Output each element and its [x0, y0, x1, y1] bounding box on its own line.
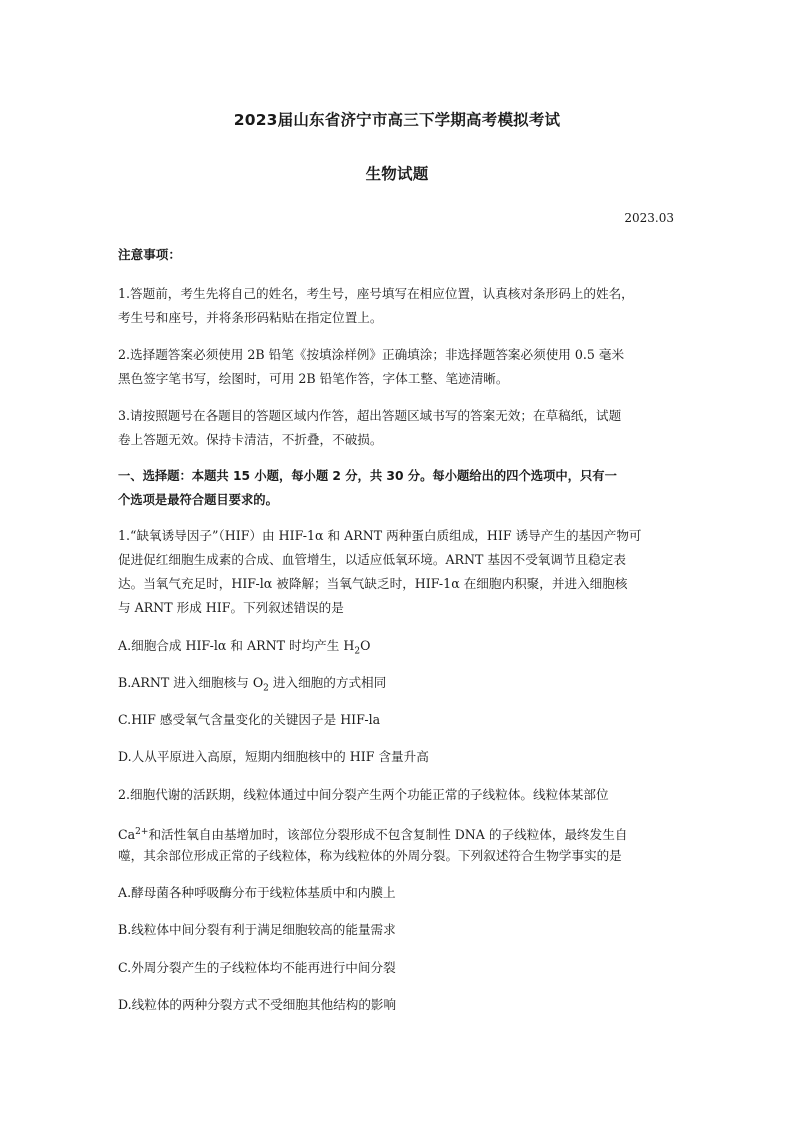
question-1-stem [118, 524, 678, 620]
question-1-option-c: C.HIF 感受氧气含量变化的关键因子是 HIF-la [118, 712, 381, 727]
option-b-text: B.ARNT 进入细胞核与 O [118, 675, 264, 690]
note-item-3 [118, 404, 678, 452]
section-heading-line: 个选项是最符合题目要求的。 [118, 493, 278, 507]
question-1-option-d: D.人从平原进入高原，短期内细胞核中的 HIF 含量升高 [118, 749, 429, 764]
exam-date: 2023.03 [624, 211, 674, 225]
question-1-option-b [118, 671, 678, 701]
question-2-stem-text: 和活性氧自由基增加时，该部位分裂形成不包含复制性 DNA 的子线粒体，最终发生自 [148, 827, 628, 843]
note-item-1-line: 考生号和座号，并将条形码粘贴在指定位置上。 [118, 310, 383, 325]
question-2-option-a: A.酵母菌各种呼吸酶分布于线粒体基质中和内膜上 [118, 885, 396, 900]
question-1-stem-line: 1.“缺氧诱导因子”（HIF）由 HIF-1α 和 ARNT 两种蛋白质组成，HIF 诱导产生的基因产物可 [118, 528, 642, 543]
option-a-text: A.细胞合成 HIF-lα 和 ARNT 时均产生 H [118, 638, 355, 653]
section-heading [118, 464, 678, 512]
exam-title: 2023届山东省济宁市高三下学期高考模拟考试 [233, 111, 561, 129]
option-b-text-end: 进入细胞的方式相同 [268, 675, 387, 690]
option-a-text-end: O [360, 638, 371, 653]
question-2-stem-line-1: 2.细胞代谢的活跃期，线粒体通过中间分裂产生两个功能正常的子线粒体。线粒体某部位 [118, 787, 609, 802]
note-item-3-line: 卷上答题无效。保持卡清洁，不折叠，不破损。 [118, 432, 383, 447]
subscript: 2 [354, 646, 361, 657]
question-2-option-b: B.线粒体中间分裂有利于满足细胞较高的能量需求 [118, 922, 396, 937]
exam-subtitle: 生物试题 [365, 165, 429, 183]
question-1-option-a [118, 634, 678, 664]
question-2-stem-line-3: 噬，其余部位形成正常的子线粒体，称为线粒体的外周分裂。下列叙述符合生物学事实的是 [118, 848, 622, 863]
question-2-option-d: D.线粒体的两种分裂方式不受细胞其他结构的影响 [118, 997, 397, 1012]
superscript: 2+ [135, 827, 149, 837]
note-item-2 [118, 343, 678, 391]
note-item-1-line: 1.答题前，考生先将自己的姓名，考生号，座号填写在相应位置，认真核对条形码上的姓名， [118, 286, 634, 301]
question-1-stem-line: 与 ARNT 形成 HIF。下列叙述错误的是 [118, 600, 344, 615]
notes-heading: 注意事项： [118, 247, 181, 262]
question-1-stem-line: 促进促红细胞生成素的合成、血管增生，以适应低氧环境。ARNT 基因不受氧调节且稳定表 [118, 552, 626, 567]
question-2-option-c: C.外周分裂产生的子线粒体均不能再进行中间分裂 [118, 960, 396, 975]
calcium-text: Ca [118, 827, 136, 843]
question-1-stem-line: 达。当氧气充足时，HIF-lα 被降解；当氧气缺乏时，HIF-1α 在细胞内积聚，并进入细胞核 [118, 576, 628, 591]
note-item-2-line: 2.选择题答案必须使用 2B 铅笔《按填涂样例》正确填涂；非选择题答案必须使用 0.5 毫米 [118, 347, 625, 362]
section-heading-line: 一、选择题：本题共 15 小题，每小题 2 分，共 30 分。每小题给出的四个选项中，只有一 [118, 469, 617, 483]
note-item-3-line: 3.请按照题号在各题目的答题区域内作答，超出答题区域书写的答案无效；在草稿纸，试题 [118, 408, 622, 423]
subscript: 2 [263, 683, 269, 694]
note-item-1 [118, 282, 678, 330]
note-item-2-line: 黑色签字笔书写，绘图时，可用 2B 铅笔作答，字体工整、笔迹清晰。 [118, 371, 509, 386]
